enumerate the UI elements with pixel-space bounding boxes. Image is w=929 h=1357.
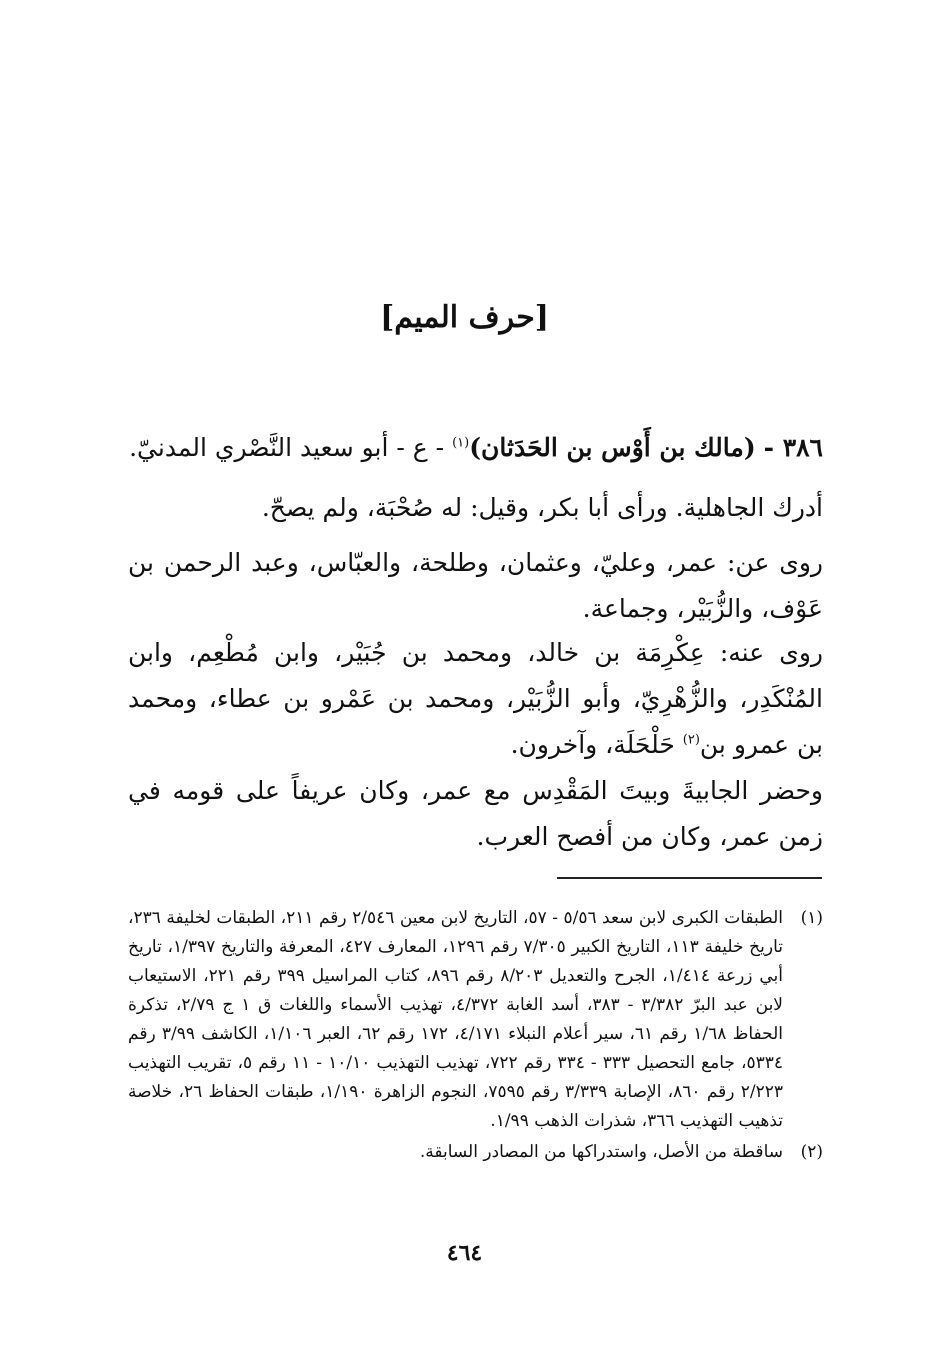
footnote-marker: (١) — [800, 908, 823, 928]
entry-title — [128, 425, 823, 471]
paragraph-jabiya: وحضر الجابيةَ وبيتَ المَقْدِس مع عمر، وكان عريفاً على قومه في زمن عمر، وكان من أفصح العرب. — [128, 776, 823, 851]
chapter-heading: [حرف الميم] — [380, 300, 549, 335]
footnote-2 — [128, 1138, 823, 1167]
paragraph-narrated-by-tail: حَلْحَلَة، وآخرون. — [510, 730, 683, 759]
paragraph-narrated-from: روى عن: عمر، وعليّ، وعثمان، وطلحة، والعبّاس، وعبد الرحمن بن عَوْف، والزُّبَيْر، وجماعة. — [128, 548, 823, 623]
entry-kunya: - ع - أبو سعيد النَّصْري المدنيّ. — [129, 433, 453, 462]
paragraph-narrated-by-text: روى عنه: عِكْرِمَة بن خالد، ومحمد بن جُبَيْر، وابن مُطْعِم، وابن المُنْكَدِر، والزُّهْرِيّ، وأبو الزُّبَيْر، ومحمد بن عَمْرو بن عطاء، ومحمد بن عمرو بن — [128, 638, 823, 759]
paragraph-narrated-by — [128, 630, 823, 768]
footnote-separator — [557, 877, 822, 879]
footnote-1 — [128, 904, 823, 1136]
footnotes — [128, 904, 823, 1169]
footnote-ref-2[interactable]: (٢) — [682, 732, 700, 748]
footnote-marker: (٢) — [800, 1142, 823, 1162]
footnote-text: الطبقات الكبرى لابن سعد ٥/٥٦ - ٥٧، التاريخ لابن معين ٢/٥٤٦ رقم ٢١١، الطبقات لخليفة ٢٣٦، تاريخ خليفة ١١٣، التاريخ الكبير ٧/٣٠٥ رقم ١٢٩٦، المعارف ٤٢٧، المعرفة والتاريخ ١/٣٩٧، تاريخ أبي زرعة ١/٤١٤، الجرح والتعديل ٨/٢٠٣ رقم ٨٩٦، كتاب المراسيل ٣٩٩ رقم ٢٢١، الاستيعاب لابن عبد البرّ ٣/٣٨٢ - ٣٨٣، أسد الغابة ٤/٣٧٢، تهذيب الأسماء واللغات ق ١ ج ٢/٧٩، تذكرة الحفاظ ١/٦٨ رقم ٦١، سير أعلام النبلاء ٤/١٧١، ١٧٢ رقم ٦٢، العبر ١/١٠٦، الكاشف ٣/٩٩ رقم ٥٣٣٤، جامع التحصيل ٣٣٣ - ٣٣٤ رقم ٧٢٢، تهذيب التهذيب ١٠/١٠ - ١١ رقم ٥، تقريب التهذيب ٢/٢٢٣ رقم ٨٦٠، الإصابة ٣/٣٣٩ رقم ٧٥٩٥، النجوم الزاهرة ١/١٩٠، طبقات الحفاظ ٢٦، خلاصة تذهيب التهذيب ٣٦٦، شذرات الذهب ١/٩٩. — [128, 908, 784, 1131]
footnote-text: ساقطة من الأصل، واستدراكها من المصادر السابقة. — [419, 1142, 783, 1162]
entry-number: ٣٨٦ - — [763, 433, 823, 462]
page-number: ٤٦٤ — [446, 1240, 483, 1266]
footnote-ref-1[interactable]: (١) — [452, 435, 470, 451]
entry-name: (مالك بن أَوْس بن الحَدَثان) — [469, 433, 756, 462]
paragraph-biography: أدرك الجاهلية. ورأى أبا بكر، وقيل: له صُحْبَة، ولم يصحّ. — [261, 493, 823, 522]
